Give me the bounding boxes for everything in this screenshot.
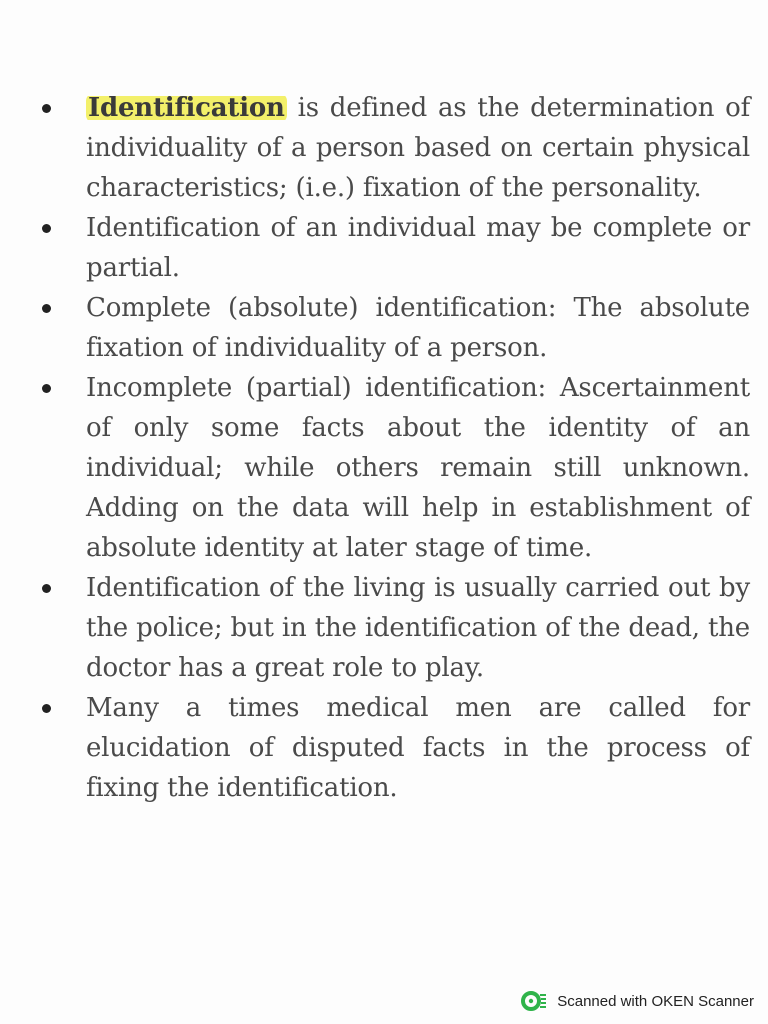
bullet-list xyxy=(38,88,750,808)
bullet-icon xyxy=(42,704,51,713)
bullet-icon xyxy=(42,104,51,113)
bullet-text: Identification of an individual may be complete or partial. xyxy=(86,213,750,283)
bullet-icon xyxy=(42,584,51,593)
bullet-icon xyxy=(42,304,51,313)
bullet-text: Incomplete (partial) identification: Ascertainment of only some facts about the identity of an individual; while others remain still unknown. Adding on the data will help in establishment of absolute identity at later stage of time. xyxy=(86,373,750,563)
bullet-text: Complete (absolute) identification: The absolute fixation of individuality of a person. xyxy=(86,293,750,363)
bullet-item-complete-identification xyxy=(38,288,750,368)
bullet-icon xyxy=(42,224,51,233)
bullet-item-living-and-dead xyxy=(38,568,750,688)
bullet-item-complete-or-partial xyxy=(38,208,750,288)
scanner-watermark xyxy=(521,990,754,1012)
oken-scanner-logo-icon xyxy=(521,990,547,1012)
bullet-item-definition xyxy=(38,88,750,208)
bullet-text: is defined as the determination of individuality of a person based on certain physical characteristics; (i.e.) fixation of the personality. xyxy=(86,93,750,203)
bullet-icon xyxy=(42,384,51,393)
highlighted-term: Identification xyxy=(88,93,285,123)
bullet-item-incomplete-identification xyxy=(38,368,750,568)
bullet-text: Identification of the living is usually carried out by the police; but in the identification of the dead, the doctor has a great role to play. xyxy=(86,573,750,683)
bullet-item-medical-men xyxy=(38,688,750,808)
scanner-watermark-label: Scanned with OKEN Scanner xyxy=(557,992,754,1010)
bullet-text: Many a times medical men are called for elucidation of disputed facts in the process of fixing the identification. xyxy=(86,693,750,803)
